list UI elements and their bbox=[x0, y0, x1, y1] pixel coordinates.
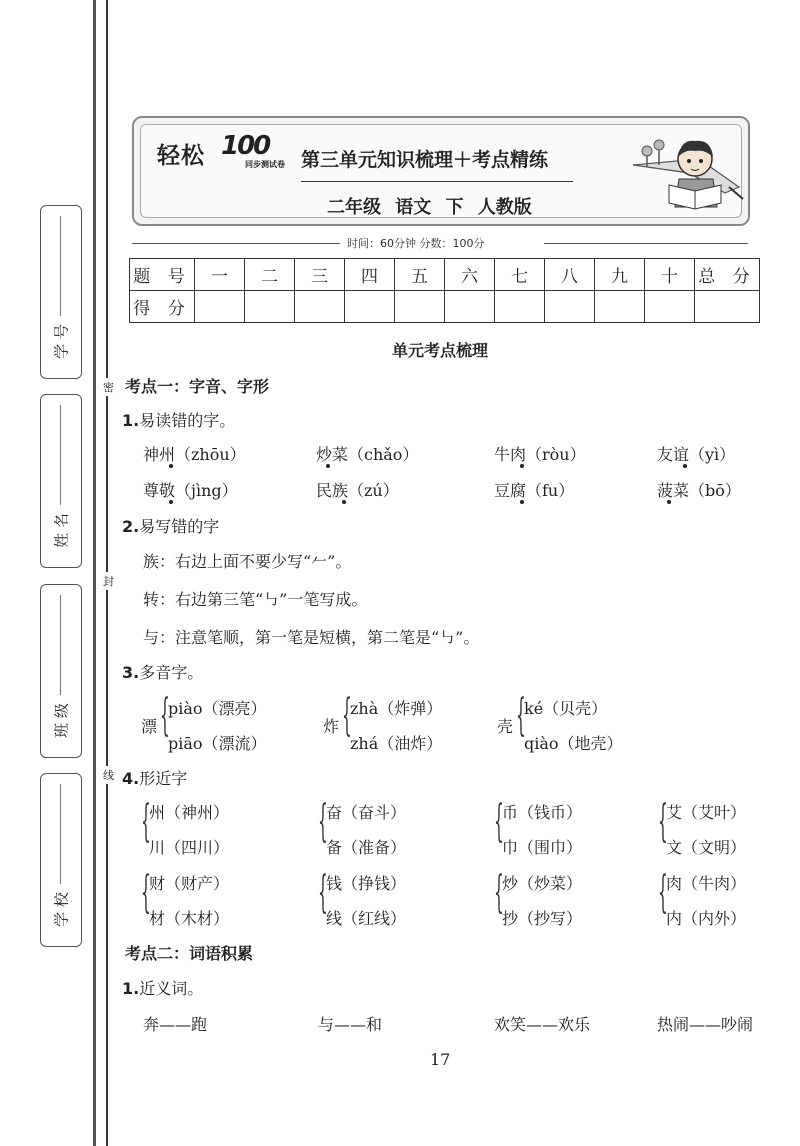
exam-meta bbox=[132, 234, 748, 252]
class-label: 班 级 bbox=[52, 703, 71, 738]
score-cell[interactable] bbox=[195, 291, 245, 323]
word-item: 神州（zhōu） bbox=[143, 445, 246, 464]
q3-heading bbox=[122, 660, 203, 683]
score-cell[interactable] bbox=[445, 291, 495, 323]
header-cell: 五 bbox=[395, 259, 445, 291]
header-cell: 七 bbox=[495, 259, 545, 291]
q3-text: 多音字。 bbox=[139, 663, 204, 682]
score-cell[interactable] bbox=[595, 291, 645, 323]
header-cell: 六 bbox=[445, 259, 495, 291]
score-cell[interactable] bbox=[545, 291, 595, 323]
similar-char: 钱（挣钱） bbox=[326, 874, 407, 893]
similar-char: 州（神州） bbox=[149, 803, 230, 822]
k2-q1-number: 1. bbox=[122, 979, 140, 998]
header-inner bbox=[140, 124, 742, 218]
name-label: 姓 名 bbox=[52, 513, 71, 548]
header-banner bbox=[132, 116, 750, 226]
section-title: 单元考点梳理 bbox=[391, 341, 488, 360]
similar-char: 币（钱币） bbox=[502, 803, 583, 822]
q1-heading bbox=[122, 408, 235, 431]
emphasis-dot bbox=[169, 500, 173, 504]
q4-heading bbox=[122, 766, 187, 789]
topic-1-title: 考点一：字音、字形 bbox=[125, 377, 270, 396]
reading-b: qiào（地壳） bbox=[524, 734, 623, 753]
similar-char: 线（红线） bbox=[326, 909, 407, 928]
writing-note: 转：右边第三笔“㇉”一笔写成。 bbox=[143, 590, 368, 609]
page-number: 17 bbox=[430, 1050, 451, 1069]
word-item: 菠菜（bō） bbox=[657, 481, 741, 500]
reading-b: piāo（漂流） bbox=[168, 734, 267, 753]
similar-char: 巾（围巾） bbox=[502, 838, 583, 857]
score-header-row bbox=[130, 259, 760, 291]
title-rule bbox=[301, 181, 573, 182]
meta-line-right bbox=[544, 243, 748, 244]
header-cell: 十 bbox=[645, 259, 695, 291]
emphasis-dot bbox=[169, 464, 173, 468]
similar-char: 内（内外） bbox=[666, 909, 747, 928]
synonym-pair: 与——和 bbox=[318, 1015, 383, 1034]
q2-number: 2. bbox=[122, 517, 140, 536]
similar-char: 川（四川） bbox=[149, 838, 230, 857]
emphasis-dot bbox=[520, 500, 524, 504]
seal-xian: 线 bbox=[103, 766, 114, 784]
header-cell: 总 分 bbox=[695, 259, 760, 291]
write-line bbox=[60, 595, 61, 695]
score-entry-row bbox=[130, 291, 760, 323]
name-box bbox=[40, 394, 82, 568]
reading-a: piào（漂亮） bbox=[168, 699, 267, 718]
logo-subtitle: 同步测试卷 bbox=[245, 160, 285, 169]
brace: { bbox=[141, 796, 151, 847]
binding-line-left bbox=[93, 0, 96, 1146]
meta-line-left bbox=[132, 243, 340, 244]
k2-q1-text: 近义词。 bbox=[139, 979, 204, 998]
word-item: 炒菜（chǎo） bbox=[316, 445, 419, 464]
brace: { bbox=[494, 796, 504, 847]
school-label: 学 校 bbox=[52, 892, 71, 927]
score-cell[interactable] bbox=[645, 291, 695, 323]
similar-char: 奋（奋斗） bbox=[326, 803, 407, 822]
student-id-label: 学 号 bbox=[52, 324, 71, 359]
write-line bbox=[60, 405, 61, 505]
word-item: 友谊（yì） bbox=[657, 445, 736, 464]
topic-2-title: 考点二：词语积累 bbox=[125, 944, 254, 963]
polyphone-char: 漂 bbox=[141, 717, 158, 736]
score-cell[interactable] bbox=[295, 291, 345, 323]
brace: { bbox=[318, 867, 328, 918]
header-cell: 三 bbox=[295, 259, 345, 291]
page-subtitle: 二年级 语文 下 人教版 bbox=[327, 197, 532, 218]
reading-a: zhà（炸弹） bbox=[350, 699, 443, 718]
header-cell: 四 bbox=[345, 259, 395, 291]
synonym-pair: 奔——跑 bbox=[143, 1015, 208, 1034]
score-cell[interactable] bbox=[245, 291, 295, 323]
write-line bbox=[60, 784, 61, 884]
brace: { bbox=[494, 867, 504, 918]
score-cell[interactable] bbox=[695, 291, 760, 323]
writing-note: 与：注意笔顺，第一笔是短横，第二笔是“㇉”。 bbox=[143, 628, 480, 647]
brace: { bbox=[141, 867, 151, 918]
school-box bbox=[40, 773, 82, 947]
score-cell[interactable] bbox=[495, 291, 545, 323]
brace: { bbox=[342, 690, 352, 741]
seal-feng: 封 bbox=[103, 572, 114, 590]
brace: { bbox=[160, 690, 170, 741]
emphasis-dot bbox=[342, 500, 346, 504]
similar-char: 抄（抄写） bbox=[502, 909, 583, 928]
logo-text: 轻松 bbox=[157, 143, 205, 169]
polyphone-char: 炸 bbox=[323, 717, 340, 736]
q1-number: 1. bbox=[122, 411, 140, 430]
synonym-pair: 热闹——吵闹 bbox=[657, 1015, 754, 1034]
brace: { bbox=[318, 796, 328, 847]
polyphone-char: 壳 bbox=[497, 717, 514, 736]
brace: { bbox=[516, 690, 526, 741]
q4-text: 形近字 bbox=[139, 769, 188, 788]
similar-char: 材（木材） bbox=[149, 909, 230, 928]
similar-char: 肉（牛肉） bbox=[666, 874, 747, 893]
similar-char: 艾（艾叶） bbox=[666, 803, 747, 822]
q3-number: 3. bbox=[122, 663, 140, 682]
emphasis-dot bbox=[667, 500, 671, 504]
header-cell: 二 bbox=[245, 259, 295, 291]
q1-text: 易读错的字。 bbox=[139, 411, 236, 430]
word-item: 民族（zú） bbox=[316, 481, 399, 500]
similar-char: 炒（炒菜） bbox=[502, 874, 583, 893]
reading-a: ké（贝壳） bbox=[524, 699, 608, 718]
write-line bbox=[60, 216, 61, 316]
reading-b: zhá（油炸） bbox=[350, 734, 443, 753]
score-cell[interactable] bbox=[395, 291, 445, 323]
reading-boy-illustration bbox=[629, 129, 747, 219]
emphasis-dot bbox=[683, 464, 687, 468]
brace: { bbox=[658, 796, 668, 847]
brace: { bbox=[658, 867, 668, 918]
score-table bbox=[129, 258, 760, 323]
header-cell: 题 号 bbox=[130, 259, 195, 291]
similar-char: 财（财产） bbox=[149, 874, 230, 893]
q2-heading bbox=[122, 514, 219, 537]
synonym-pair: 欢笑——欢乐 bbox=[494, 1015, 591, 1034]
word-item: 豆腐（fu） bbox=[494, 481, 575, 500]
header-cell: 九 bbox=[595, 259, 645, 291]
header-cell: 八 bbox=[545, 259, 595, 291]
class-box bbox=[40, 584, 82, 758]
score-cell[interactable] bbox=[345, 291, 395, 323]
emphasis-dot bbox=[520, 464, 524, 468]
similar-char: 文（文明） bbox=[666, 838, 747, 857]
word-item: 尊敬（jìng） bbox=[143, 481, 238, 500]
emphasis-dot bbox=[326, 464, 330, 468]
word-item: 牛肉（ròu） bbox=[494, 445, 586, 464]
score-row-label: 得 分 bbox=[130, 291, 195, 323]
seal-mi: 密 bbox=[103, 378, 114, 396]
logo-number: 100 bbox=[221, 131, 270, 161]
similar-char: 备（准备） bbox=[326, 838, 407, 857]
writing-note: 族：右边上面不要少写“𠂉”。 bbox=[143, 552, 352, 571]
exam-time-score: 时间：60分钟 分数：100分 bbox=[347, 237, 485, 250]
q2-text: 易写错的字 bbox=[139, 517, 220, 536]
k2-q1-heading bbox=[122, 976, 203, 999]
header-cell: 一 bbox=[195, 259, 245, 291]
page-title: 第三单元知识梳理＋考点精练 bbox=[301, 149, 549, 171]
q4-number: 4. bbox=[122, 769, 140, 788]
